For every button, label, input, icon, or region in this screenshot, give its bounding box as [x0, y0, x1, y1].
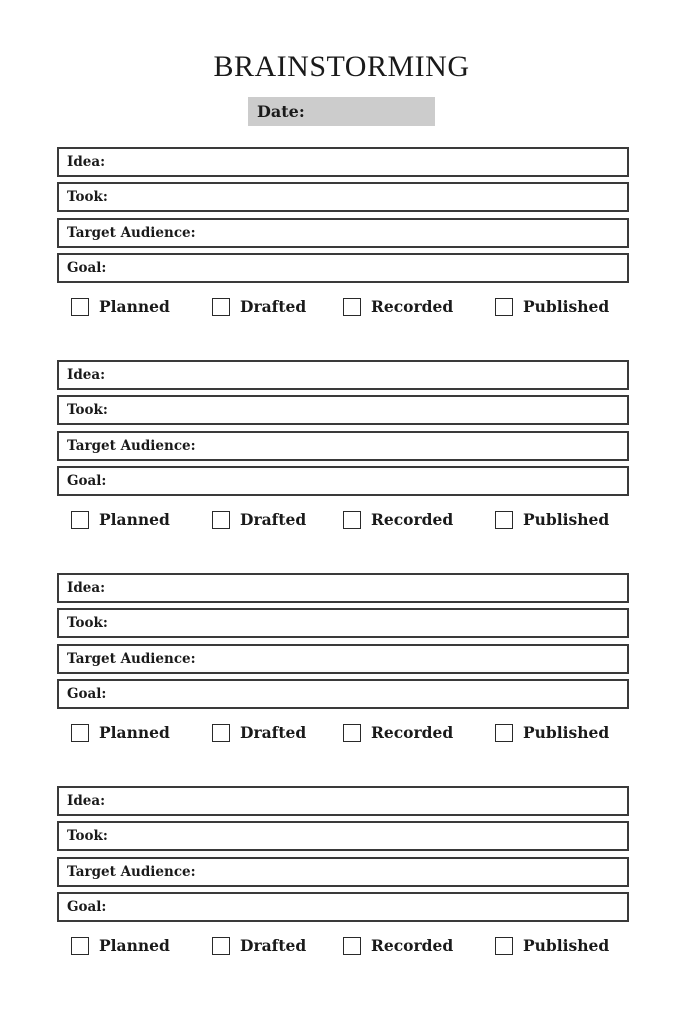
goal-field[interactable] [57, 253, 629, 283]
recorded-checkbox[interactable] [343, 723, 453, 742]
took-label: Took: [67, 189, 108, 205]
checkbox-square-icon[interactable] [495, 724, 513, 742]
idea-label: Idea: [67, 793, 106, 809]
recorded-checkbox[interactable] [343, 936, 453, 955]
published-checkbox[interactable] [495, 936, 609, 955]
goal-label: Goal: [67, 686, 107, 702]
target-audience-label: Target Audience: [67, 864, 196, 880]
drafted-label: Drafted [240, 510, 307, 529]
planned-label: Planned [99, 297, 170, 316]
idea-field[interactable] [57, 573, 629, 603]
recorded-label: Recorded [371, 723, 454, 742]
idea-field[interactable] [57, 360, 629, 390]
took-field[interactable] [57, 395, 629, 425]
goal-label: Goal: [67, 899, 107, 915]
drafted-checkbox[interactable] [212, 723, 306, 742]
took-field[interactable] [57, 182, 629, 212]
target-audience-field[interactable] [57, 218, 629, 248]
checkbox-square-icon[interactable] [71, 511, 89, 529]
drafted-checkbox[interactable] [212, 510, 306, 529]
idea-label: Idea: [67, 580, 106, 596]
checkbox-square-icon[interactable] [71, 937, 89, 955]
target-audience-field[interactable] [57, 431, 629, 461]
brainstorm-section-1 [57, 147, 629, 323]
checkbox-square-icon[interactable] [212, 724, 230, 742]
checkbox-square-icon[interactable] [343, 724, 361, 742]
recorded-label: Recorded [371, 510, 454, 529]
planned-label: Planned [99, 723, 170, 742]
recorded-label: Recorded [371, 936, 454, 955]
goal-field[interactable] [57, 679, 629, 709]
planned-label: Planned [99, 510, 170, 529]
published-label: Published [523, 723, 610, 742]
idea-field[interactable] [57, 147, 629, 177]
target-audience-label: Target Audience: [67, 225, 196, 241]
took-field[interactable] [57, 821, 629, 851]
recorded-label: Recorded [371, 297, 454, 316]
planned-checkbox[interactable] [71, 510, 170, 529]
checkbox-square-icon[interactable] [495, 298, 513, 316]
goal-field[interactable] [57, 892, 629, 922]
idea-field[interactable] [57, 786, 629, 816]
planned-checkbox[interactable] [71, 723, 170, 742]
date-label: Date: [257, 102, 305, 121]
page-title: BRAINSTORMING [213, 50, 470, 83]
published-checkbox[interactable] [495, 297, 609, 316]
target-audience-field[interactable] [57, 644, 629, 674]
goal-field[interactable] [57, 466, 629, 496]
checkbox-square-icon[interactable] [343, 937, 361, 955]
published-label: Published [523, 297, 610, 316]
date-field[interactable] [248, 97, 435, 126]
idea-label: Idea: [67, 154, 106, 170]
status-checkboxes [57, 723, 629, 747]
drafted-label: Drafted [240, 297, 307, 316]
drafted-checkbox[interactable] [212, 936, 306, 955]
checkbox-square-icon[interactable] [343, 511, 361, 529]
checkbox-square-icon[interactable] [343, 298, 361, 316]
brainstorm-section-3 [57, 573, 629, 749]
recorded-checkbox[interactable] [343, 510, 453, 529]
checkbox-square-icon[interactable] [495, 511, 513, 529]
brainstorm-section-4 [57, 786, 629, 962]
brainstorm-section-2 [57, 360, 629, 536]
goal-label: Goal: [67, 473, 107, 489]
status-checkboxes [57, 936, 629, 960]
checkbox-square-icon[interactable] [212, 298, 230, 316]
took-label: Took: [67, 828, 108, 844]
took-label: Took: [67, 615, 108, 631]
published-label: Published [523, 510, 610, 529]
checkbox-square-icon[interactable] [71, 298, 89, 316]
goal-label: Goal: [67, 260, 107, 276]
idea-label: Idea: [67, 367, 106, 383]
planned-checkbox[interactable] [71, 936, 170, 955]
published-label: Published [523, 936, 610, 955]
checkbox-square-icon[interactable] [71, 724, 89, 742]
checkbox-square-icon[interactable] [212, 511, 230, 529]
status-checkboxes [57, 510, 629, 534]
checkbox-square-icon[interactable] [212, 937, 230, 955]
target-audience-label: Target Audience: [67, 438, 196, 454]
recorded-checkbox[interactable] [343, 297, 453, 316]
took-field[interactable] [57, 608, 629, 638]
published-checkbox[interactable] [495, 510, 609, 529]
drafted-label: Drafted [240, 936, 307, 955]
status-checkboxes [57, 297, 629, 321]
planned-checkbox[interactable] [71, 297, 170, 316]
drafted-checkbox[interactable] [212, 297, 306, 316]
checkbox-square-icon[interactable] [495, 937, 513, 955]
target-audience-label: Target Audience: [67, 651, 196, 667]
took-label: Took: [67, 402, 108, 418]
drafted-label: Drafted [240, 723, 307, 742]
published-checkbox[interactable] [495, 723, 609, 742]
target-audience-field[interactable] [57, 857, 629, 887]
planned-label: Planned [99, 936, 170, 955]
